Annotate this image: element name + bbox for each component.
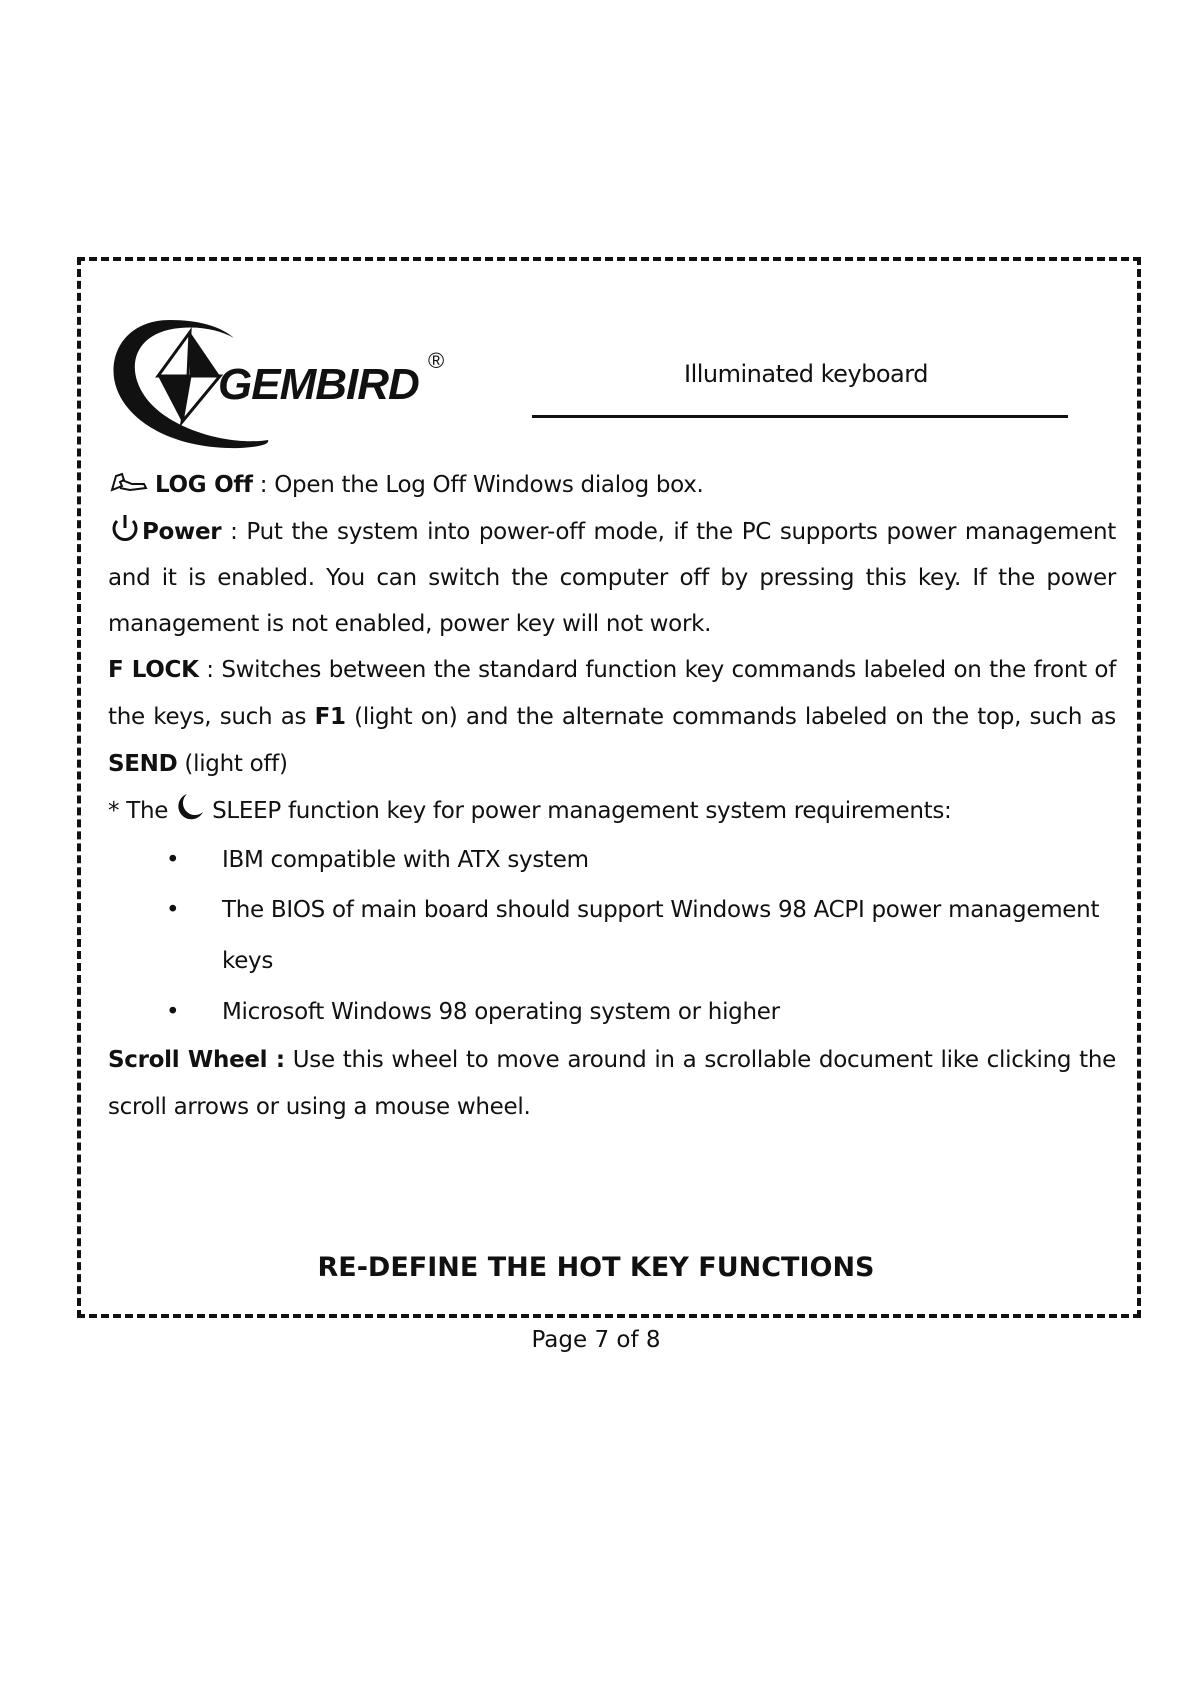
bullet: • xyxy=(166,897,180,923)
page-number: Page 7 of 8 xyxy=(531,1327,661,1353)
header-title: Illuminated keyboard xyxy=(684,360,928,388)
power-icon xyxy=(108,513,142,543)
logoff-paragraph xyxy=(108,462,1116,509)
logoff-label: LOG Off xyxy=(155,472,253,498)
flock-sep: : xyxy=(198,657,222,683)
flock-text-3: (light off) xyxy=(177,751,288,777)
header-rule xyxy=(532,415,1068,418)
sleep-moon-icon xyxy=(175,792,205,822)
flock-label: F LOCK xyxy=(108,657,199,683)
scroll-text: Use this wheel to move around in a scrollable document like clicking the scroll arrows or using a mouse wheel. xyxy=(108,1047,1117,1120)
requirement-text: IBM compatible with ATX system xyxy=(222,847,589,873)
scroll-paragraph xyxy=(108,1037,1116,1131)
section-heading: RE-DEFINE THE HOT KEY FUNCTIONS xyxy=(317,1252,875,1283)
flock-text-1: Switches between the standard function key commands labeled on the front of the keys, such as xyxy=(108,657,1116,730)
content xyxy=(108,462,1116,1131)
bullet: • xyxy=(166,999,180,1025)
power-text: Put the system into power-off mode, if the PC supports power management and it is enabled. You can switch the computer off by pressing this key. If the power management is not enabled, power key will not work. xyxy=(108,519,1116,637)
sleep-text: SLEEP function key for power management system requirements: xyxy=(205,798,952,824)
send-key: SEND xyxy=(108,751,178,777)
bullet: • xyxy=(166,847,180,873)
requirements-list xyxy=(108,835,1116,1037)
requirement-text: Microsoft Windows 98 operating system or higher xyxy=(222,999,780,1025)
brand-name: GEMBIRD xyxy=(218,360,419,409)
scroll-label: Scroll Wheel : xyxy=(108,1047,285,1073)
f1-key: F1 xyxy=(314,704,346,730)
flock-paragraph xyxy=(108,647,1116,788)
sleep-paragraph xyxy=(108,788,1116,835)
flock-text-2: (light on) and the alternate commands labeled on the top, such as xyxy=(345,704,1116,730)
requirement-text: The BIOS of main board should support Windows 98 ACPI power management keys xyxy=(222,897,1100,974)
list-item xyxy=(108,885,1116,987)
logoff-sep: : xyxy=(252,472,275,498)
sleep-prefix: * The xyxy=(108,798,176,824)
registered-mark: ® xyxy=(428,348,445,373)
list-item xyxy=(108,987,1116,1037)
power-label: Power xyxy=(142,519,222,545)
logoff-text: Open the Log Off Windows dialog box. xyxy=(274,472,704,498)
power-paragraph xyxy=(108,509,1116,647)
logoff-icon xyxy=(108,470,148,496)
list-item xyxy=(108,835,1116,885)
power-sep: : xyxy=(221,519,247,545)
